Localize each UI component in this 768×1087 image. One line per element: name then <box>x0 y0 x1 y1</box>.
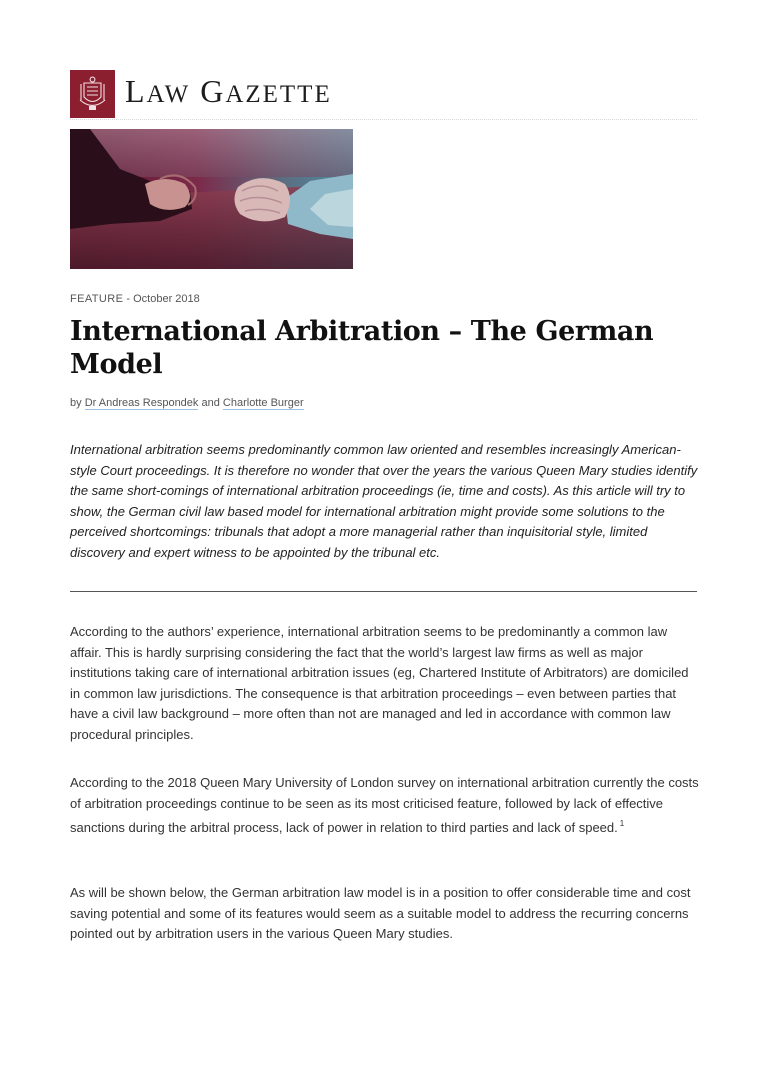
body-paragraph: According to the authors’ experience, international arbitration seems to be predominantly a common law affair. This is hardly surprising considering the fact that the world’s largest law firms as well as major institutions taking care of international arbitration issues (eg, Chartered Institute of Arbitrators) are domiciled in common law jurisdictions. The consequence is that arbitration proceedings – even between parties that have a civil law background – more often than not are managed and led in accordance with common law procedural principles. <box>70 624 689 742</box>
byline-and: and <box>201 397 220 409</box>
body-paragraph <box>70 773 700 839</box>
header-divider <box>70 119 697 120</box>
law-gazette-crest-icon[interactable] <box>70 70 115 118</box>
article-meta <box>70 293 200 305</box>
site-brand-name[interactable]: LAW GAZETTE <box>125 73 332 109</box>
author-link-respondek[interactable]: Dr Andreas Respondek <box>84 397 199 409</box>
byline <box>70 397 304 409</box>
footnote-reference[interactable]: 1 <box>619 819 625 828</box>
hero-image <box>70 129 353 269</box>
article-date: - October 2018 <box>126 293 200 305</box>
body-paragraph: As will be shown below, the German arbitration law model is in a position to offer considerable time and cost saving potential and some of its features would seem as a suitable model to address the recurring concerns pointed out by arbitration users in the various Queen Mary studies. <box>70 885 691 941</box>
standfirst-divider <box>70 591 697 592</box>
byline-prefix: by <box>70 397 82 409</box>
site-header <box>70 69 697 119</box>
article-category[interactable]: FEATURE <box>70 293 124 305</box>
author-link-burger[interactable]: Charlotte Burger <box>222 397 304 409</box>
body-paragraph-text: According to the 2018 Queen Mary University of London survey on international arbitration currently the costs of arbitration proceedings continue to be seen as its most criticised feature, followed by lack of effective sanctions during the arbitral process, lack of power in relation to third parties and lack of speed. <box>70 775 699 835</box>
article-title: International Arbitration – The German Model <box>70 316 654 380</box>
article-standfirst: International arbitration seems predominantly common law oriented and resembles increasingly American-style Court proceedings. It is therefore no wonder that over the years the various Queen Mary studies identify the same short-comings of international arbitration proceedings (ie, time and costs). As this article will try to show, the German civil law based model for international arbitration might provide some solutions to the perceived shortcomings: tribunals that adopt a more managerial rather than inquisitorial style, limited discovery and expert witness to be appointed by the tribunal etc. <box>70 442 698 560</box>
